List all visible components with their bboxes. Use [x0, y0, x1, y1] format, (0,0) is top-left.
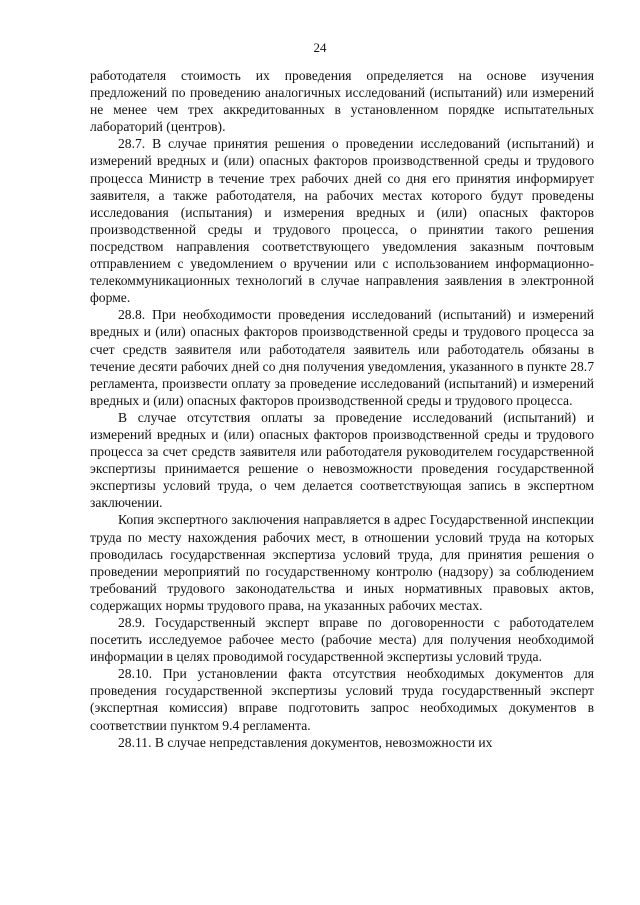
paragraph-payment-absence: В случае отсутствия оплаты за проведение исследований (испытаний) и измерений вредных и (или) опасных факторов производственной среды и трудового процесса за счет средств заявителя или работодателя руководителем государственной экспертизы принимается решение о невозможности проведения государственной экспертизы условий труда, о чем делается соответствующая запись в экспертном заключении.: [90, 409, 594, 511]
document-body: [90, 67, 594, 751]
paragraph-28-11: 28.11. В случае непредставления документов, невозможности их: [118, 734, 493, 750]
paragraph-28-10: 28.10. При установлении факта отсутствия необходимых документов для проведения государственной экспертизы условий труда государственный эксперт (экспертная комиссия) вправе подготовить запрос необходимых документов в соответствии пунктом 9.4 регламента.: [90, 666, 594, 733]
paragraph-28-9: 28.9. Государственный эксперт вправе по договоренности с работодателем посетить исследуемое рабочее место (рабочие места) для получения необходимой информации в целях проводимой государственной экспертизы условий труда.: [90, 615, 594, 665]
paragraph-28-7: 28.7. В случае принятия решения о проведении исследований (испытаний) и измерений вредных и (или) опасных факторов производственной среды и трудового процесса Министр в течение трех рабочих дней со дня его принятия информирует заявителя, а также работодателя, на рабочих местах которого будут проведены исследования (испытания) и измерения вредных и (или) опасных факторов производственной среды и трудового процесса, о принятии такого решения посредством направления соответствующего уведомления заказным почтовым отправлением с уведомлением о вручении или с использованием информационно-телекоммуникационных технологий в случае направления заявления в электронной форме.: [90, 136, 594, 306]
paragraph-28-8: 28.8. При необходимости проведения исследований (испытаний) и измерений вредных и (или) опасных факторов производственной среды и трудового процесса за счет средств заявителя или работодателя заявитель или работодатель обязаны в течение десяти рабочих дней со дня получения уведомления, указанного в пункте 28.7 регламента, произвести оплату за проведение исследований (испытаний) и измерений вредных и (или) опасных факторов производственной среды и трудового процесса.: [90, 307, 594, 408]
paragraph-continuation: работодателя стоимость их проведения определяется на основе изучения предложений по проведению аналогичных исследований (испытаний) или измерений не менее чем трех аккредитованных в установленном порядке испытательных лабораторий (центров).: [90, 68, 594, 135]
page-number: 24: [313, 40, 327, 55]
paragraph-conclusion-copy: Копия экспертного заключения направляется в адрес Государственной инспекции труда по месту нахождения рабочих мест, в отношении условий труда на которых проводилась государственная экспертиза условий труда, для принятия решения о проведении мероприятий по государственному контролю (надзору) за соблюдением требований трудового законодательства и иных нормативных правовых актов, содержащих нормы трудового права, на указанных рабочих местах.: [90, 512, 594, 613]
